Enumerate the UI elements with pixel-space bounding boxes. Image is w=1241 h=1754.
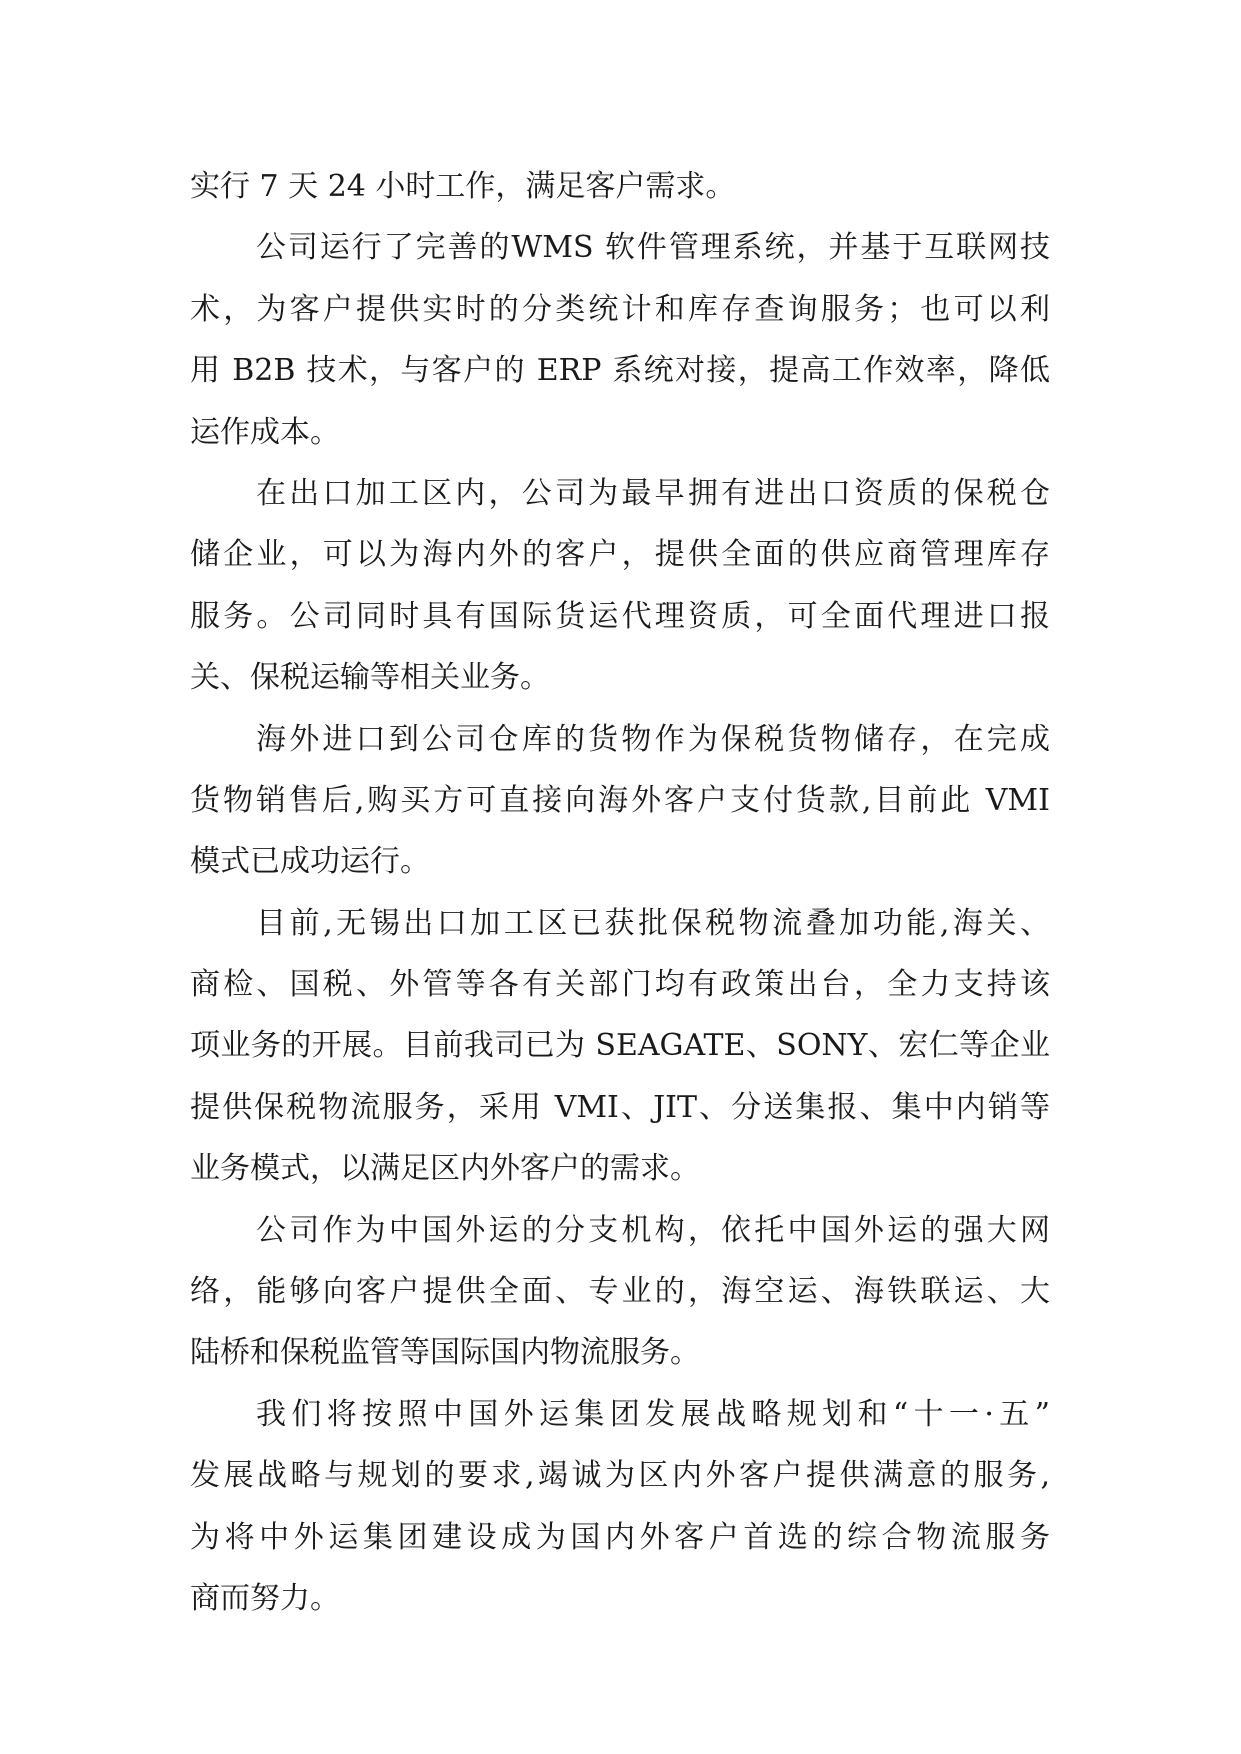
body-text [190, 156, 1050, 1629]
text-line: 为将中外运集团建设成为国内外客户首选的综合物流服务 [190, 1519, 1050, 1555]
text-line: 服务。公司同时具有国际货运代理资质，可全面代理进口报 [190, 598, 1050, 634]
text-line: 商而努力。 [190, 1580, 340, 1616]
text-line: 运作成本。 [190, 414, 340, 450]
text-line: 我们将按照中国外运集团发展战略规划和“十一·五” [256, 1396, 1050, 1432]
text-line: 公司作为中国外运的分支机构，依托中国外运的强大网 [256, 1212, 1050, 1248]
text-line: 货物销售后,购买方可直接向海外客户支付货款,目前此 VMI [190, 782, 1050, 818]
text-line: 实行 7 天 24 小时工作，满足客户需求。 [190, 169, 736, 204]
text-line: 项业务的开展。目前我司已为 SEAGATE、SONY、宏仁等企业 [190, 1028, 1050, 1064]
text-line: 目前,无锡出口加工区已获批保税物流叠加功能,海关、 [256, 905, 1050, 941]
text-line: 业务模式，以满足区内外客户的需求。 [190, 1151, 700, 1187]
text-line: 发展战略与规划的要求,竭诚为区内外客户提供满意的服务, [190, 1458, 1050, 1494]
text-line: 模式已成功运行。 [190, 844, 430, 880]
text-line: 陆桥和保税监管等国际国内物流服务。 [190, 1335, 700, 1371]
text-line: 提供保税物流服务，采用 VMI、JIT、分送集报、集中内销等 [190, 1089, 1050, 1125]
text-line: 络，能够向客户提供全面、专业的，海空运、海铁联运、大 [190, 1274, 1050, 1310]
text-line: 海外进口到公司仓库的货物作为保税货物储存，在完成 [256, 721, 1050, 757]
text-line: 公司运行了完善的WMS 软件管理系统，并基于互联网技 [256, 230, 1050, 266]
text-line: 储企业，可以为海内外的客户，提供全面的供应商管理库存 [190, 537, 1050, 573]
text-line: 关、保税运输等相关业务。 [190, 660, 550, 696]
text-line: 用 B2B 技术，与客户的 ERP 系统对接，提高工作效率，降低 [190, 353, 1050, 389]
text-line: 商检、国税、外管等各有关部门均有政策出台，全力支持该 [190, 967, 1050, 1003]
text-line: 术，为客户提供实时的分类统计和库存查询服务；也可以利 [190, 291, 1050, 327]
text-line: 在出口加工区内，公司为最早拥有进出口资质的保税仓 [256, 475, 1050, 511]
